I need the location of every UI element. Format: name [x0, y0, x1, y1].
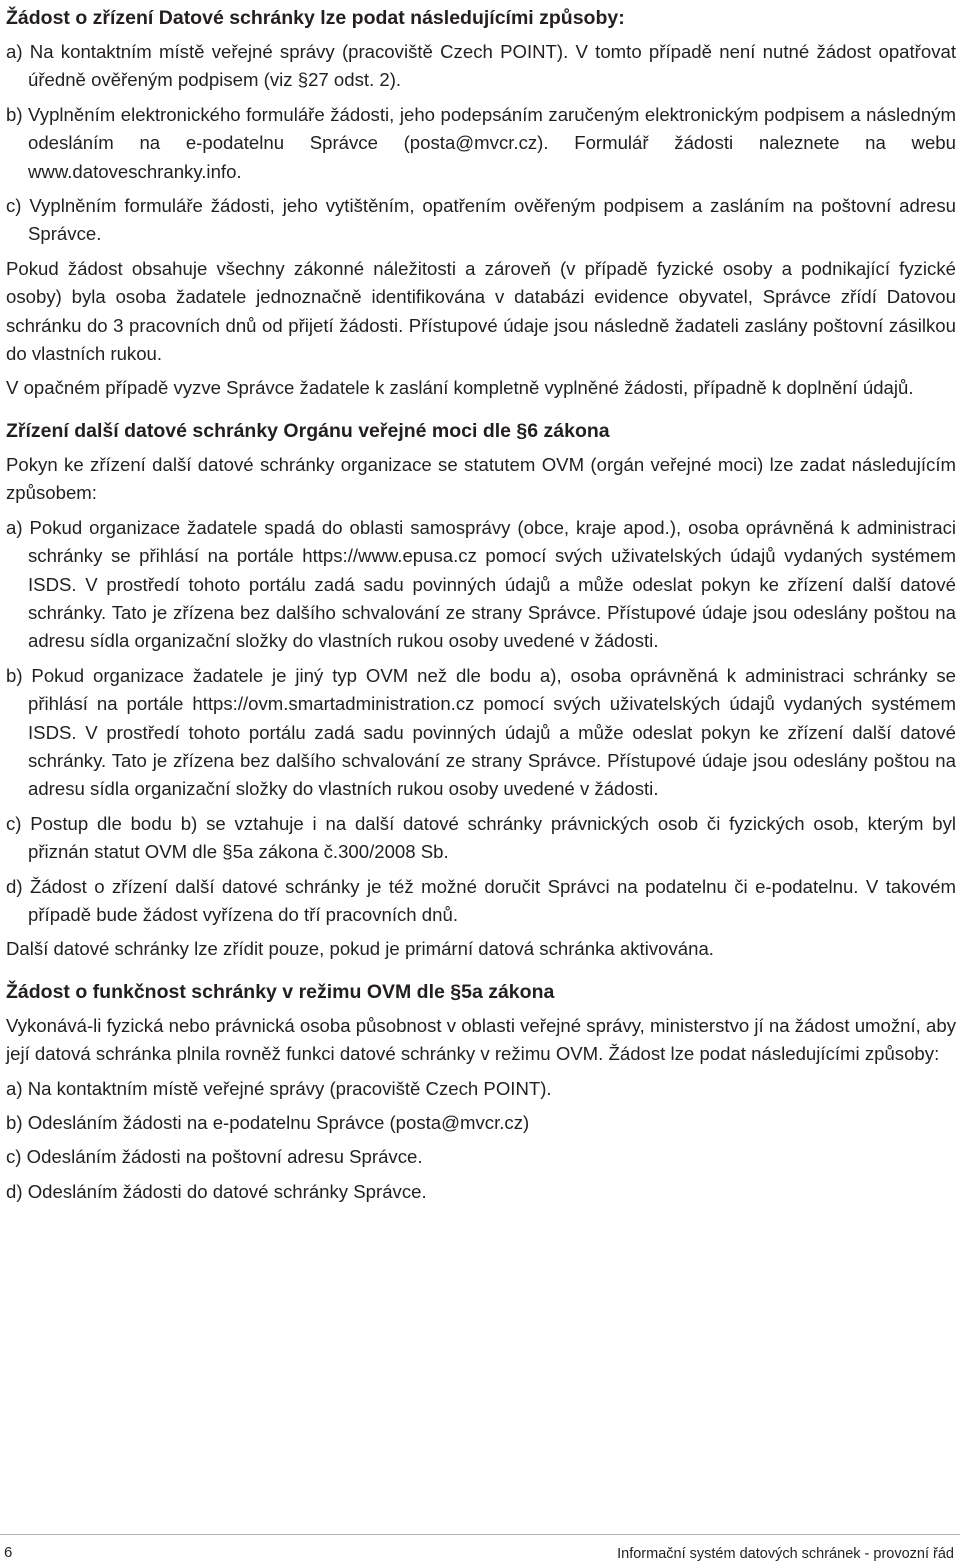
list-item: b) Vyplněním elektronického formuláře žádosti, jeho podepsáním zaručeným elektronickým podpisem a následným odesláním na e-podatelnu Správce (posta@mvcr.cz). Formulář žádosti naleznete na webu www.datoveschranky.info. — [6, 103, 956, 182]
list-item: a) Na kontaktním místě veřejné správy (pracoviště Czech POINT). — [6, 1077, 552, 1099]
paragraph: Vykonává-li fyzická nebo právnická osoba působnost v oblasti veřejné správy, ministerstvo jí na žádost umožní, aby její datová schránka plnila rovněž funkci datové schránky v režimu OVM. Žádost lze podat následujícími způsoby: — [6, 1014, 956, 1065]
page-number: 6 — [4, 1544, 13, 1561]
list-item: b) Odesláním žádosti na e-podatelnu Správce (posta@mvcr.cz) — [6, 1112, 530, 1133]
footer-title: Informační systém datových schránek - provozní řád — [617, 1546, 954, 1562]
list-item: c) Odesláním žádosti na poštovní adresu Správce. — [6, 1146, 423, 1168]
list-item: c) Vyplněním formuláře žádosti, jeho vytištěním, opatřením ověřeným podpisem a zasláním na poštovní adresu Správce. — [6, 195, 956, 245]
list-item: a) Na kontaktním místě veřejné správy (pracoviště Czech POINT). V tomto případě není nutné žádost opatřovat úředně ověřeným podpisem (viz §27 odst. 2). — [6, 41, 956, 91]
page-footer — [0, 1534, 960, 1564]
paragraph: Pokyn ke zřízení další datové schránky organizace se statutem OVM (orgán veřejné moci) lze zadat následujícím způsobem: — [6, 453, 956, 504]
paragraph: V opačném případě vyzve Správce žadatele k zaslání kompletně vyplněné žádosti, případně k doplnění údajů. — [6, 377, 914, 399]
list-item: d) Odesláním žádosti do datové schránky Správce. — [6, 1180, 427, 1202]
paragraph: Pokud žádost obsahuje všechny zákonné náležitosti a zároveň (v případě fyzické osoby a podnikající fyzické osoby) byla osoba žadatele jednoznačně identifikována v databázi evidence obyvatel, Správce zřídí Datovou schránku do 3 pracovních dnů od přijetí žádosti. Přístupové údaje jsou následně žadateli zaslány poštovní zásilkou do vlastních rukou. — [6, 257, 956, 365]
paragraph: Další datové schránky lze zřídit pouze, pokud je primární datová schránka aktivována. — [6, 938, 714, 960]
section-heading-rezim-ovm: Žádost o funkčnost schránky v režimu OVM dle §5a zákona — [6, 980, 555, 1003]
footer-divider — [0, 1534, 960, 1535]
section-heading-dalsi-schranka: Zřízení další datové schránky Orgánu veřejné moci dle §6 zákona — [6, 419, 610, 442]
list-item: c) Postup dle bodu b) se vztahuje i na další datové schránky právnických osob či fyzických osob, kterým byl přiznán statut OVM dle §5a zákona č.300/2008 Sb. — [6, 812, 956, 863]
list-item: d) Žádost o zřízení další datové schránky je též možné doručit Správci na podatelnu či e-podatelnu. V takovém případě bude žádost vyřízena do tří pracovních dnů. — [6, 875, 956, 925]
list-item: b) Pokud organizace žadatele je jiný typ OVM než dle bodu a), osoba oprávněná k administraci schránky se přihlásí na portále https://ovm.smartadministration.cz pomocí svých uživatelských údajů vydaných systémem ISDS. V prostředí tohoto portálu zadá sadu povinných údajů a může odeslat pokyn ke zřízení další datové schránky. Tato je zřízena bez dalšího schvalování ze strany Správce. Přístupové údaje jsou odeslány poštou na adresu sídla organizační složky do vlastních rukou osoby uvedené v žádosti. — [6, 664, 956, 800]
section-heading-zadost-zrizeni: Žádost o zřízení Datové schránky lze podat následujícími způsoby: — [6, 7, 625, 29]
list-item: a) Pokud organizace žadatele spadá do oblasti samosprávy (obce, kraje apod.), osoba oprávněná k administraci schránky se přihlásí na portále https://www.epusa.cz pomocí svých uživatelských údajů vydaných systémem ISDS. V prostředí tohoto portálu zadá sadu povinných údajů a může odeslat pokyn ke zřízení další datové schránky. Tato je zřízena bez dalšího schvalování ze strany Správce. Přístupové údaje jsou odeslány poštou na adresu sídla organizační složky do vlastních rukou osoby uvedené v žádosti. — [6, 516, 956, 652]
document-page — [6, 0, 956, 1212]
